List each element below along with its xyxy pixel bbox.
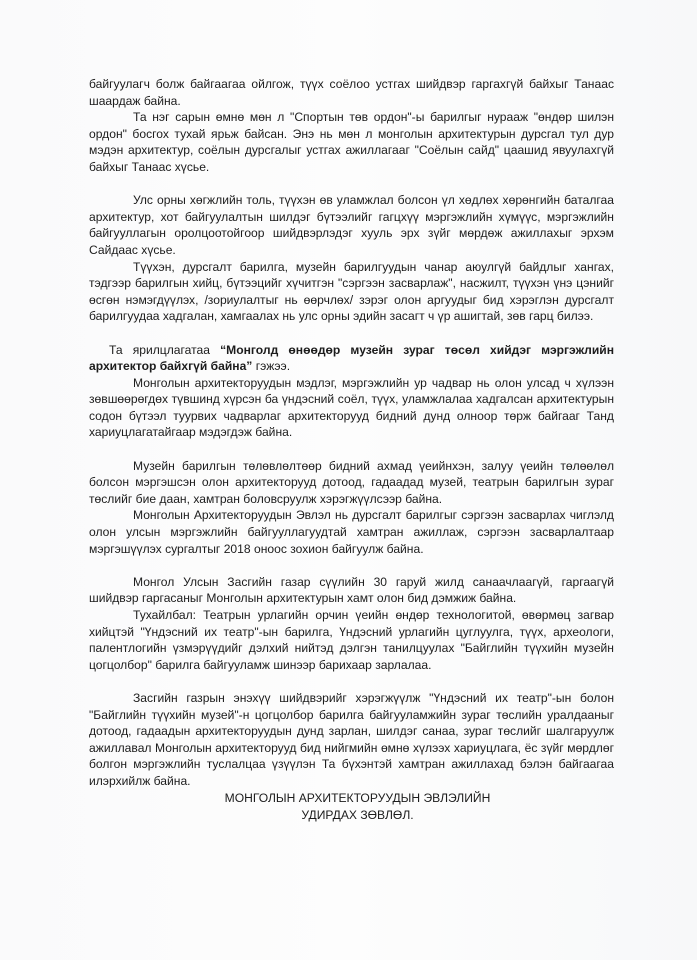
paragraph-9: Монгол Улсын Засгийн газар сүүлийн 30 гаруй жилд санаачлаагүй, гаргаагүй шийдвэр гаргасаныг Монголын архитектурын хамт олон бид дэмжиж байна.	[89, 574, 614, 606]
paragraph-1: байгуулагч болж байгаагаа ойлгож, түүх соёлоо устгах шийдвэр гаргахгүй байхыг Танаас шаардаж байна.	[89, 77, 614, 108]
signature-block	[0, 790, 697, 823]
paragraph-11: Засгийн газрын энэхүү шийдвэрийг хэрэгжүүлж "Үндэсний их театр"-ын болон "Байглийн түүхийн музей"-н цогцолбор барилга байгууламжийн зураг төслийн уралдааныг дотоод, гадаадын архитекторуудын дунд зарлан, шилдэг санаа, зураг төслийг шалгаруулж ажиллавал Монголын архитекторууд бид нийгмийн өмнө хүлээх хариуцлага, ёс зүйг мөрдлөг болгон мэргэжлийн туслалцаа үзүүлэн Та бүхэнтэй хамтран ажиллахад бэлэн байгаагаа илэрхийлж байна.	[89, 690, 614, 788]
signature-line-1: МОНГОЛЫН АРХИТЕКТОРУУДЫН ЭВЛЭЛИЙН	[224, 791, 491, 805]
paragraph-gap	[89, 441, 614, 458]
paragraph-8: Монголын Архитекторуудын Эвлэл нь дурсгалт барилгыг сэргээн засварлах чиглэлд олон улсын мэргэжлийн байгууллагуудтай хамтран ажиллаж, сэргээн засварлалтаар мэргэшүүлэх сургалтыг 2018 оноос зохион байгуулж байна.	[89, 508, 614, 556]
quote-suffix: гэжээ.	[252, 359, 291, 374]
paragraph-10: Тухайлбал: Театрын урлагийн орчин үеийн өндөр технологитой, өвөрмөц загвар хийцтэй "Үндэсний их театр"-ын барилга, Үндэсний урлагийн цуглуулга, түүх, археологи, палентлогийн үзмэрүүдийг дэлхий нийтэд дэлгэн танилцуулах "Байглийн түүхийн музейн цогцолбор" барилга байгууламж шинээр барихаар зарлалаа.	[89, 608, 614, 672]
quote-bold-text: “Монголд өнөөдөр музейн зураг төсөл хийдэг мэргэжлийн архитектор байхгүй байна”	[89, 342, 615, 374]
paragraph-4: Түүхэн, дурсгалт барилга, музейн барилгуудын чанар аюулгүй байдлыг хангах, тэдгээр барилгын хийц, бүтээцийг хүчитгэн "сэргээн засварлаж", насжилт, түүхэн үнэ цэнийг өсгөн нэмэгдүүлэх, /зориулалтыг нь өөрчлөх/ зэрэг олон аргуудыг бид хэрэглэн дурсгалт барилгуудаа хадгалан, хамгаалах нь улс орны эдийн засагт ч үр ашигтай, зөв гарц билээ.	[89, 259, 614, 324]
paragraph-gap	[89, 673, 614, 690]
paragraph-gap	[89, 325, 614, 342]
paragraph-3: Улс орны хөгжлийн толь, түүхэн өв уламжлал болсон үл хөдлөх хөрөнгийн баталгаа архитектур, хот байгуулалтын шилдэг бүтээлийг гагцхүү мэргэжлийн хүмүүс, мэргэжлийн байгууллагын оролцоотойгоор шийдвэрлэдэг хууль эрх зүйг мөрдөж ажиллахыг эрхэм Сайдаас хүсье.	[89, 193, 614, 257]
letter-body	[89, 76, 614, 790]
paragraph-gap	[89, 176, 614, 193]
signature-line-2: УДИРДАХ ЗӨВЛӨЛ.	[301, 807, 414, 822]
paragraph-5-quote	[89, 342, 614, 375]
paragraph-7: Музейн барилгын төлөвлөлтөөр бидний ахмад үеийнхэн, залуу үеийн төлөөлөл болсон мэргэшсэн олон архитекторууд дотоод, гадаадад музей, театрын барилгын зураг төслийг бие даан, хамтран боловсруулж хэрэгжүүлсээр байна.	[89, 458, 614, 506]
paragraph-6: Монголын архитекторуудын мэдлэг, мэргэжлийн ур чадвар нь олон улсад ч хүлээн зөвшөөрөгдөх түвшинд хүрсэн ба үндэсний соёл, түүх, уламжлалаа хадгалсан архитектурын содон бүтээл туурвих чадварлаг архитекторууд бидний дунд олноор төрж байгааг Танд хариуцлагатайгаар мэдэгдэж байна.	[89, 375, 614, 440]
quote-prefix: Та ярилцлагатаа	[109, 342, 221, 357]
paragraph-gap	[89, 557, 614, 574]
paragraph-2: Та нэг сарын өмнө мөн л "Спортын төв ордон"-ы барилгыг нурааж "өндөр шилэн ордон" босгох тухай ярьж байсан. Энэ нь мөн л монголын архитектурын дурсгал тул дур мэдэн архитектур, соёлын дурсгалыг устгах ажиллагааг "Соёлын сайд" цаашид явуулахгүй байхыг Танаас хүсье.	[89, 110, 614, 174]
